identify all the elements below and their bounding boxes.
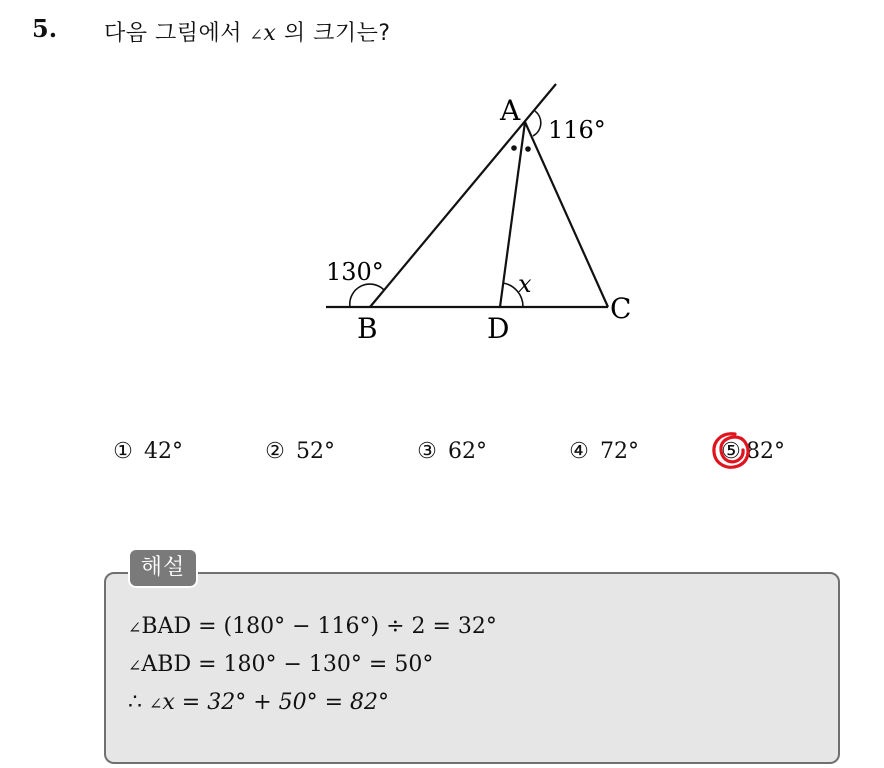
label-d: D (487, 312, 510, 345)
label-b: B (357, 312, 378, 345)
answer-choices (0, 434, 884, 474)
question-suffix: 의 크기는? (283, 21, 391, 46)
solution-line-1-angle: ∠ (128, 618, 142, 637)
answer-ring-stroke (714, 434, 748, 467)
solution-line-3-angle: ∠ (149, 694, 163, 713)
solution-line-1-text: BAD = (180° − 116°) ÷ 2 = 32° (141, 614, 497, 639)
choice-2-mark: ② (265, 439, 285, 464)
choice-2-value: 52° (296, 439, 335, 464)
angle-arc-a (533, 111, 541, 136)
choice-5-mark: ⑤ (721, 439, 741, 464)
choice-1-mark: ① (113, 439, 133, 464)
choice-3-value: 62° (448, 439, 487, 464)
choice-4[interactable] (566, 434, 639, 470)
solution-line-2-angle: ∠ (128, 656, 142, 675)
question-prefix: 다음 그림에서 (104, 21, 243, 46)
question-variable: x (263, 21, 277, 46)
line-ac (525, 122, 608, 307)
choice-1[interactable] (110, 434, 183, 470)
choice-3[interactable] (414, 434, 487, 470)
question-number: 5. (32, 14, 58, 43)
equal-angle-dot-2 (525, 146, 531, 152)
choice-4-mark: ④ (569, 439, 589, 464)
solution-line-3-text: x = 32° + 50° = 82° (162, 690, 390, 715)
angle-label-130: 130° (326, 258, 384, 286)
choice-5-value: 82° (746, 439, 785, 464)
choice-4-value: 72° (600, 439, 639, 464)
choice-3-mark: ③ (417, 439, 437, 464)
equal-angle-dot-1 (511, 145, 517, 151)
angle-symbol: ∠ (249, 25, 264, 44)
solution-line-2 (128, 652, 433, 677)
solution-line-1 (128, 614, 497, 639)
choice-1-value: 42° (144, 439, 183, 464)
label-c: C (610, 292, 632, 325)
angle-label-116: 116° (548, 116, 606, 144)
answer-circle-mark (708, 424, 756, 478)
angle-label-x: x (518, 270, 532, 298)
solution-line-3 (128, 690, 389, 715)
label-a: A (500, 94, 521, 127)
choice-2[interactable] (262, 434, 335, 470)
solution-tab: 해설 (128, 548, 198, 588)
choice-5[interactable] (718, 434, 785, 470)
solution-line-2-text: ABD = 180° − 130° = 50° (141, 652, 434, 677)
therefore-symbol: ∴ (128, 690, 149, 715)
